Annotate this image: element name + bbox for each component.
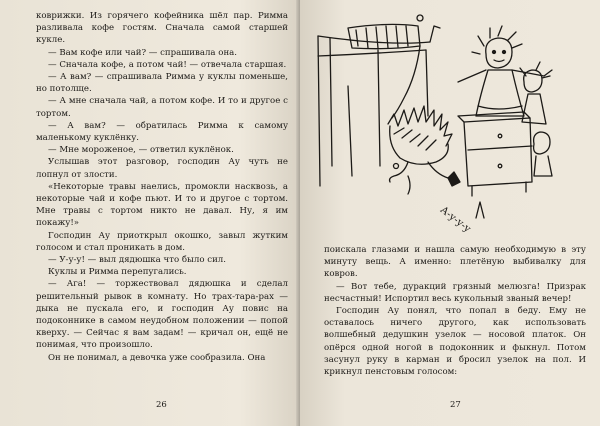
paragraph: Куклы и Римма перепугались.: [48, 267, 187, 278]
curtain-drawing: [348, 24, 420, 118]
page-number-right: 27: [450, 400, 461, 410]
illustration: [308, 6, 582, 238]
paragraph: — У-у-у! — выл дядюшка что было сил.: [48, 255, 226, 266]
small-dolls-drawing: [520, 62, 552, 176]
paragraph: коврижки. Из горячего кофейника шёл пар. Римма разливала кофе гостям. Сначала самой старшей кукле.: [36, 11, 288, 46]
left-page-text: [36, 10, 288, 364]
page-number-left: 26: [156, 400, 167, 410]
paragraph: — Вот тебе, дуракций грязный мелюзга! Призрак несчастный! Испортил весь кукольный званый вечер!: [324, 281, 586, 304]
paragraph: Господин Ау приоткрыл окошко, завыл жутким голосом и стал проникать в дом.: [36, 230, 288, 253]
paragraph: — Сначала кофе, а потом чай! — отвечала старшая.: [48, 59, 287, 70]
illustration-caption: А-у-у-у: [437, 204, 473, 235]
right-page: [300, 0, 600, 426]
paragraph: Он не понимал, а девочка уже сообразила. Она: [48, 352, 266, 363]
window-drawing: [318, 15, 440, 186]
caption-label: [438, 205, 473, 236]
paragraph: — Вам кофе или чай? — спрашивала она.: [48, 47, 238, 58]
paragraph: — Ага! — торжествовал дядюшка и сделал решительный рывок в комнату. Но трах-тара-рах — дыка не пускала его, и господин Ау повис на подоконнике в самом неудобном положении — попой кверху. — Сейчас я вам задам! — кричал он, ещё не понимая, что произошло.: [36, 279, 288, 351]
paragraph: — А вам? — обратилась Римма к самому маленькому куклёнку.: [36, 120, 288, 144]
paragraph: — А вам? — спрашивала Римма у куклы поменьше, но потолще.: [36, 72, 288, 95]
paragraph: Господин Ау понял, что попал в беду. Ему не оставалось ничего другого, как использовать волшебный дедушкин узелок — носовой платок. Он опёрся одной ногой в подоконник и фыкнул. Потом засунул руку в карман и бросил узелок на пол. И крикнул пенстовым голосом:: [324, 306, 586, 378]
paragraph: Услышав этот разговор, господин Ау чуть не лопнул от злости.: [36, 157, 288, 180]
hedgehog-creature-drawing: [388, 106, 460, 194]
cabinet-drawing: [458, 112, 532, 196]
paragraph: — Мне мороженое, — ответил куклёнок.: [48, 145, 234, 156]
paragraph: поискала глазами и нашла самую необходимую в эту минуту вещь. А именно: плетёную выбивалку для ковров.: [324, 245, 586, 280]
floor-mark-drawing: [476, 202, 484, 218]
paragraph: — А мне сначала чай, а потом кофе. И то и другое с тортом.: [36, 96, 288, 119]
right-page-text: [324, 244, 586, 378]
paragraph: «Некоторые травы наелись, промокли насквозь, а некоторые чай и кофе пьют. И то и другое с тортом. Мне травы с тортом никто не давал. Ну, я им покажу!»: [36, 181, 288, 229]
